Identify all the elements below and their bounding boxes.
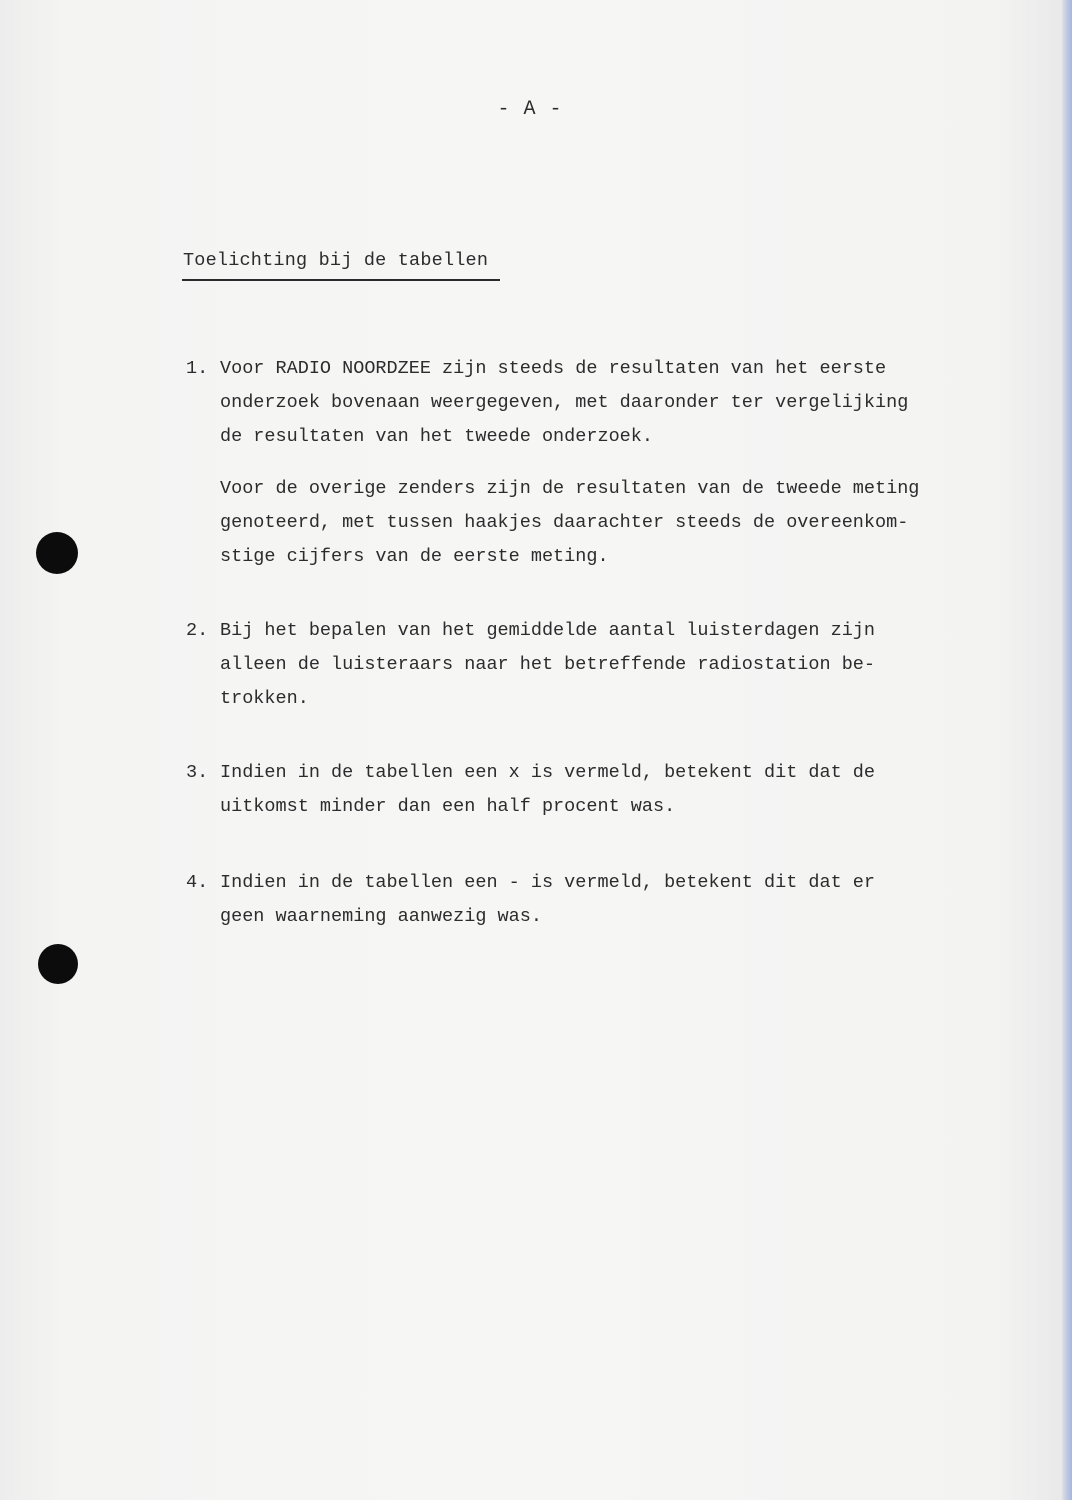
list-item-paragraph <box>220 614 875 716</box>
heading-underline <box>182 279 500 281</box>
item-number: 1. <box>186 358 209 379</box>
text-line: Indien in de tabellen een x is vermeld, betekent dit dat de <box>220 762 876 783</box>
text-line: stige cijfers van de eerste meting. <box>220 546 609 567</box>
punch-hole-top <box>36 532 78 574</box>
text-line: onderzoek bovenaan weergegeven, met daaronder ter vergelijking <box>220 392 909 413</box>
text-line: de resultaten van het tweede onderzoek. <box>220 426 653 447</box>
item-number: 2. <box>186 620 209 641</box>
list-item-paragraph <box>220 756 875 824</box>
text-line: Voor de overige zenders zijn de resultaten van de tweede meting <box>220 478 920 499</box>
list-item-paragraph <box>220 866 875 934</box>
text-line: trokken. <box>220 688 309 709</box>
page-number: - A - <box>497 98 563 121</box>
list-item-paragraph <box>220 352 908 454</box>
text-line: alleen de luisteraars naar het betreffende radiostation be- <box>220 654 876 675</box>
text-line: Bij het bepalen van het gemiddelde aantal luisterdagen zijn <box>220 620 876 641</box>
list-item-paragraph <box>220 472 919 574</box>
section-heading: Toelichting bij de tabellen <box>183 250 489 271</box>
text-line: genoteerd, met tussen haakjes daarachter steeds de overeenkom- <box>220 512 909 533</box>
text-line: uitkomst minder dan een half procent was. <box>220 796 676 817</box>
text-line: Voor RADIO NOORDZEE zijn steeds de resultaten van het eerste <box>220 358 887 379</box>
text-line: geen waarneming aanwezig was. <box>220 906 542 927</box>
item-number: 3. <box>186 762 209 783</box>
item-number: 4. <box>186 872 209 893</box>
punch-hole-bottom <box>38 944 78 984</box>
page-edge <box>1062 0 1072 1500</box>
text-line: Indien in de tabellen een - is vermeld, betekent dit dat er <box>220 872 876 893</box>
